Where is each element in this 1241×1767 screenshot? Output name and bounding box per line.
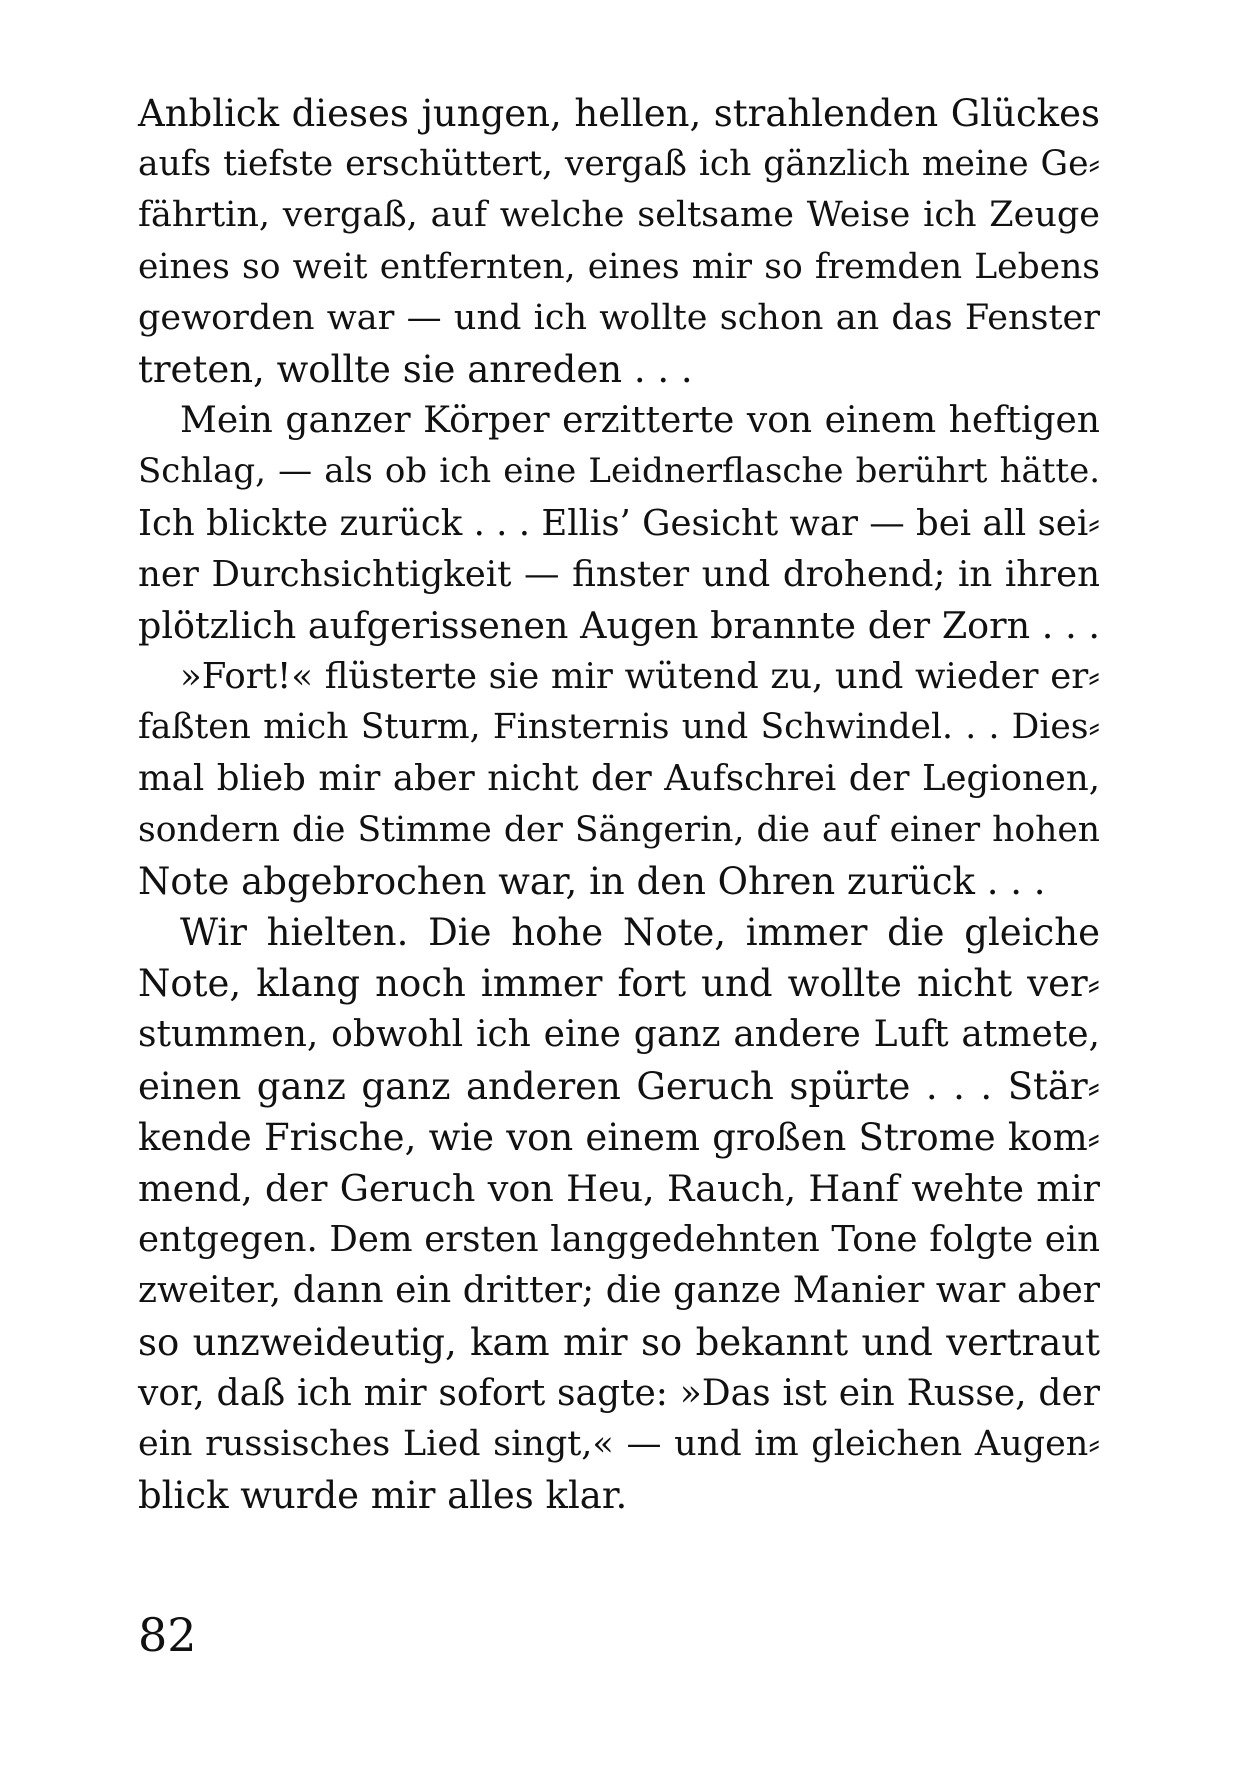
page-number: 82 — [138, 1608, 197, 1662]
text-line: zweiter, dann ein dritter; die ganze Manier war aber — [138, 1270, 1100, 1312]
text-line: geworden war — und ich wollte schon an das Fenster — [138, 297, 1100, 338]
text-line: kende Frische, wie von einem großen Strome kom⸗ — [138, 1115, 1100, 1159]
text-line: Note, klang noch immer fort und wollte nicht ver⸗ — [138, 962, 1100, 1006]
text-line: einen ganz ganz anderen Geruch spürte . . . Stär⸗ — [138, 1064, 1100, 1108]
text-line: so unzweideutig, kam mir so bekannt und vertraut — [138, 1320, 1100, 1364]
page-text — [138, 88, 1100, 1521]
text-line: Schlag, — als ob ich eine Leidnerflasche berührt hätte. — [138, 451, 1100, 492]
text-line: Ich blickte zurück . . . Ellis’ Gesicht war — bei all sei⸗ — [138, 502, 1100, 544]
text-line: faßten mich Sturm, Finsternis und Schwindel. . . Dies⸗ — [138, 707, 1100, 748]
text-line: aufs tiefste erschüttert, vergaß ich gänzlich meine Ge⸗ — [138, 144, 1100, 185]
text-line: ein russisches Lied singt,« — und im gleichen Augen⸗ — [138, 1423, 1100, 1464]
text-line: blick wurde mir alles klar. — [138, 1474, 628, 1518]
text-line: Wir hielten. Die hohe Note, immer die gleiche — [180, 911, 1100, 954]
text-line: Note abgebrochen war, in den Ohren zurück . . . — [138, 859, 1046, 903]
text-line: mend, der Geruch von Heu, Rauch, Hanf wehte mir — [138, 1166, 1100, 1210]
text-line: stummen, obwohl ich eine ganz andere Luft atmete, — [138, 1014, 1100, 1056]
text-line: Mein ganzer Körper erzitterte von einem heftigen — [180, 400, 1100, 442]
text-line: »Fort!« flüsterte sie mir wütend zu, und wieder er⸗ — [180, 656, 1100, 698]
text-line: Anblick dieses jungen, hellen, strahlenden Glückes — [138, 92, 1100, 135]
text-line: entgegen. Dem ersten langgedehnten Tone folgte ein — [138, 1219, 1100, 1261]
text-line: mal blieb mir aber nicht der Aufschrei der Legionen, — [138, 758, 1100, 800]
text-line: eines so weit entfernten, eines mir so fremden Lebens — [138, 246, 1100, 287]
text-line: vor, daß ich mir sofort sagte: »Das ist ein Russe, der — [138, 1372, 1100, 1414]
text-line: plötzlich aufgerissenen Augen brannte der Zorn . . . — [138, 603, 1100, 647]
text-line: ner Durchsichtigkeit — finster und drohend; in ihren — [138, 553, 1100, 595]
text-line: treten, wollte sie anreden . . . — [138, 347, 693, 391]
text-line: fährtin, vergaß, auf welche seltsame Weise ich Zeuge — [138, 195, 1100, 236]
text-line: sondern die Stimme der Sängerin, die auf einer hohen — [138, 809, 1100, 850]
